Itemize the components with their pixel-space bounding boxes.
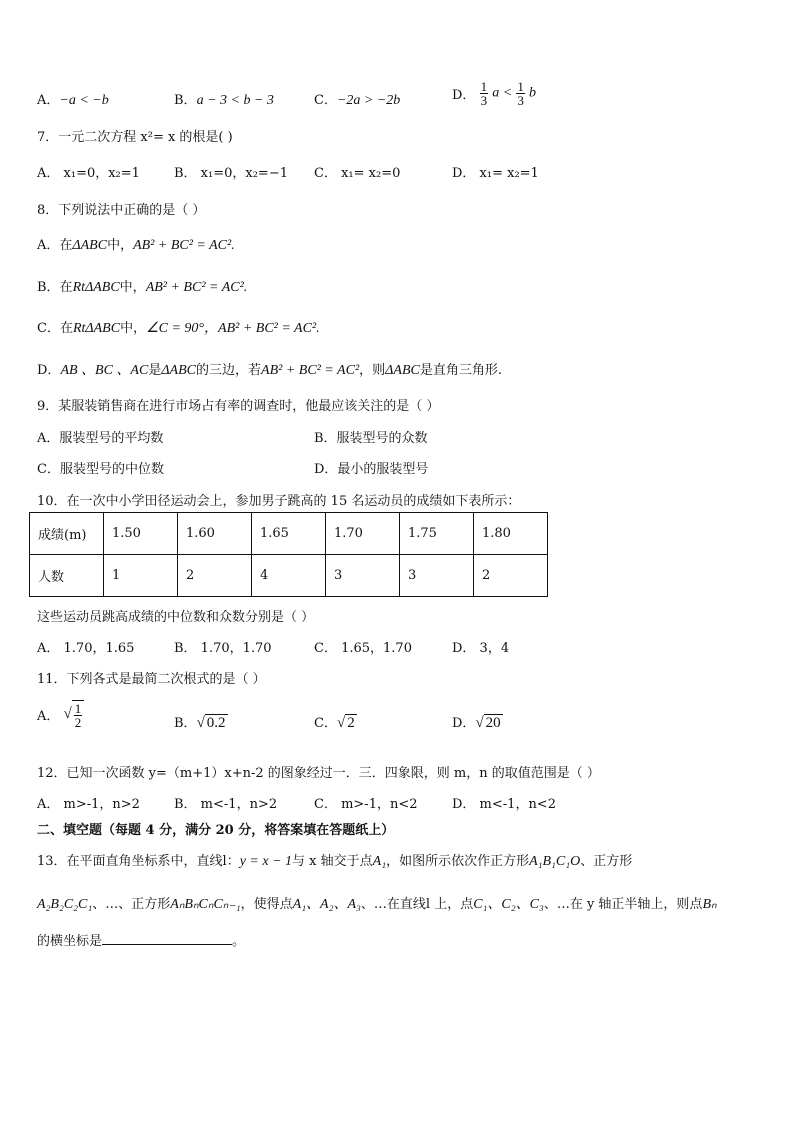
q11-option-d: D．√ 20 [452, 715, 501, 731]
table-cell: 1.50 [104, 513, 178, 555]
q10-option-c: C． 1.65，1.70 [314, 641, 412, 656]
table-cell: 3 [400, 555, 474, 597]
q10-option-a: A． 1.70，1.65 [37, 641, 135, 656]
q11-option-c: C．√ 2 [314, 715, 355, 731]
fraction: $\frac{1}{3}$ [517, 79, 524, 108]
q13-line3: 的横坐标是 。 [37, 934, 246, 949]
score-table [29, 512, 548, 597]
q8-option-a: A．在ΔABC中，AB² + BC² = AC². [37, 238, 235, 253]
q10-stem: 10．在一次中小学田径运动会上，参加男子跳高的 15 名运动员的成绩如下表所示： [37, 494, 521, 509]
q11-option-a: A． √ $\frac{1}{2}$ [37, 700, 84, 729]
q12-option-d: D． m<-1，n<2 [452, 797, 556, 812]
q12-option-b: B． m<-1，n>2 [174, 797, 278, 812]
q9-option-d: D．最小的服装型号 [314, 462, 429, 477]
q13-line2: A₂B₂C₂C₁、…、正方形AₙBₙCₙCₙ₋₁，使得点A₁、A₂、A₃、…在直线l 上，点C₁、C₂、C₃、…在 y 轴正半轴上，则点Bₙ [37, 897, 717, 912]
table-cell: 1.65 [252, 513, 326, 555]
q6-option-a: A．−a < −b [37, 93, 109, 108]
q7-option-a: A． x₁=0，x₂=1 [37, 166, 140, 181]
q10-option-d: D． 3，4 [452, 641, 510, 656]
q7-option-c: C． x₁= x₂=0 [314, 166, 401, 181]
q8-option-d: D．AB 、BC 、AC是ΔABC的三边，若AB² + BC² = AC²，则ΔABC是直角三角形. [37, 363, 502, 378]
q10-option-b: B． 1.70，1.70 [174, 641, 272, 656]
q7-stem: 7．一元二次方程 x²= x 的根是( ) [37, 130, 233, 145]
q9-option-c: C．服装型号的中位数 [37, 462, 164, 477]
q10-question: 这些运动员跳高成绩的中位数和众数分别是（ ） [37, 610, 315, 625]
section-title: 二、填空题（每题 4 分，满分 20 分，将答案填在答题纸上） [37, 823, 395, 838]
q7-option-b: B． x₁=0，x₂=−1 [174, 166, 288, 181]
table-cell: 成绩(m) [30, 513, 104, 555]
q11-option-b: B．√ 0.2 [174, 715, 226, 731]
q6-option-d: D． $\frac{1}{3}$ a < $\frac{1}{3}$ b [452, 79, 536, 108]
q11-stem: 11．下列各式是最简二次根式的是（ ） [37, 672, 266, 687]
q12-option-c: C． m>-1，n<2 [314, 797, 418, 812]
table-cell: 1.80 [474, 513, 548, 555]
answer-blank [102, 932, 232, 945]
radical: √ 20 [475, 715, 501, 731]
q8-option-b: B．在RtΔABC中，AB² + BC² = AC². [37, 280, 248, 295]
radical: √ 0.2 [196, 715, 226, 731]
q9-option-a: A．服装型号的平均数 [37, 431, 164, 446]
q8-stem: 8．下列说法中正确的是（ ） [37, 203, 206, 218]
q9-option-b: B．服装型号的众数 [314, 431, 428, 446]
table-cell: 1 [104, 555, 178, 597]
table-row [30, 513, 548, 555]
table-cell: 1.75 [400, 513, 474, 555]
q13-line1: 13．在平面直角坐标系中，直线l：y = x − 1与 x 轴交于点A₁，如图所示依次作正方形A₁B₁C₁O、正方形 [37, 854, 633, 869]
q8-option-c: C．在RtΔABC中，∠C = 90°，AB² + BC² = AC². [37, 321, 320, 336]
q6-option-b: B．a − 3 < b − 3 [174, 93, 274, 108]
radical: √ $\frac{1}{2}$ [64, 706, 85, 722]
q12-stem: 12．已知一次函数 y=（m+1）x+n-2 的图象经过一．三．四象限，则 m，n 的取值范围是（ ） [37, 766, 600, 781]
table-cell: 4 [252, 555, 326, 597]
radical: √ 2 [336, 715, 355, 731]
q9-stem: 9．某服装销售商在进行市场占有率的调查时，他最应该关注的是（ ） [37, 399, 440, 414]
table-cell: 人数 [30, 555, 104, 597]
table-cell: 1.60 [178, 513, 252, 555]
table-row [30, 555, 548, 597]
table-cell: 3 [326, 555, 400, 597]
table-cell: 1.70 [326, 513, 400, 555]
table-cell: 2 [474, 555, 548, 597]
q6-option-c: C．−2a > −2b [314, 93, 401, 108]
q7-option-d: D． x₁= x₂=1 [452, 166, 539, 181]
table-cell: 2 [178, 555, 252, 597]
fraction: $\frac{1}{3}$ [480, 79, 488, 108]
q12-option-a: A． m>-1，n>2 [37, 797, 140, 812]
